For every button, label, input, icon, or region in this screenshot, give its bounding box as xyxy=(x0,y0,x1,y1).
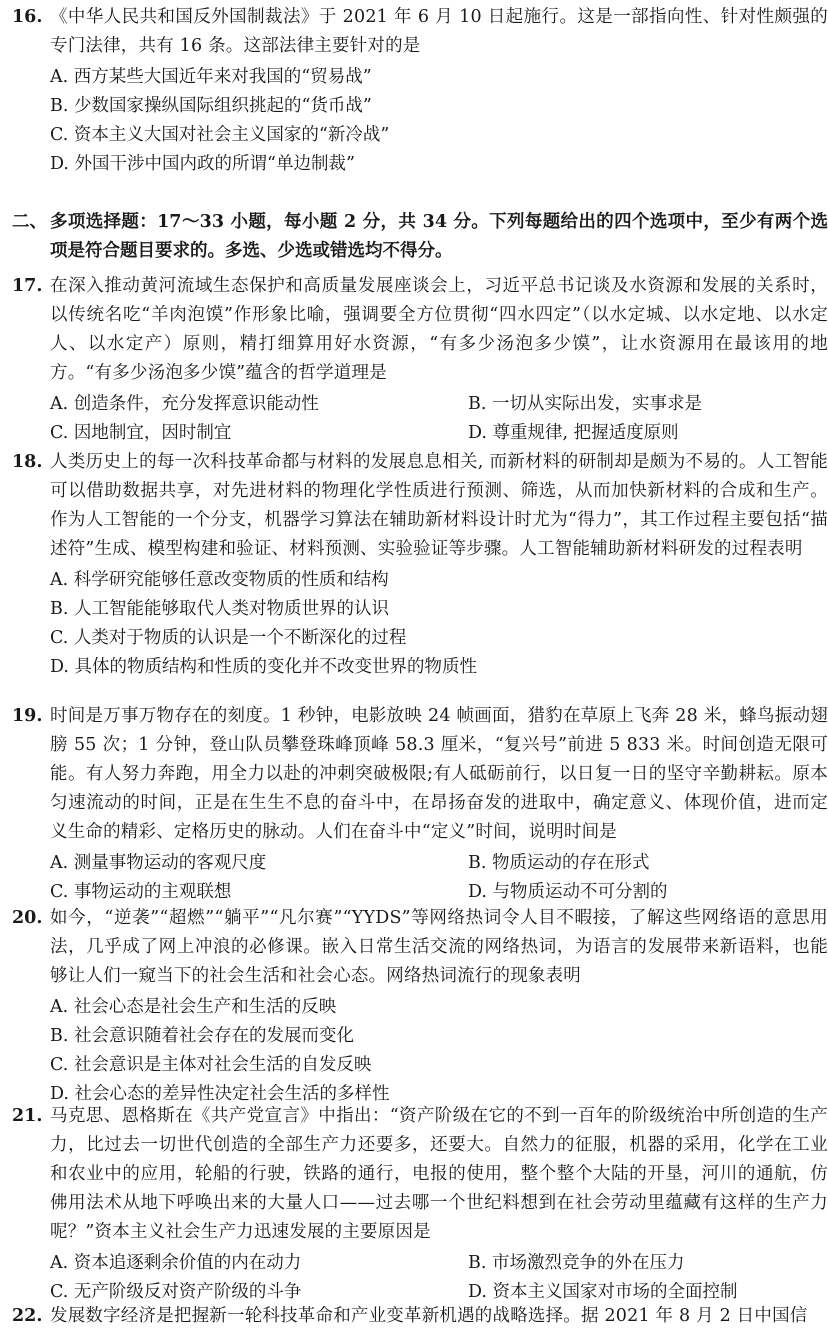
question-stem: 马克思、恩格斯在《共产党宣言》中指出：“资产阶级在它的不到一百年的阶级统治中所创造的生产力，比过去一切世代创造的全部生产力还要多，还要大。自然力的征服，机器的采用，化学在工业和农业中的应用，轮船的行驶，铁路的通行，电报的使用，整个整个大陆的开垦，河川的通航，仿佛用法术从地下呼唤出来的大量人口——过去哪一个世纪料想到在社会劳动里蕴藏有这样的生产力呢？”资本主义社会生产力迅速发展的主要原因是 xyxy=(50,1106,828,1242)
question-18 xyxy=(12,448,828,682)
option-d: D. 社会心态的差异性决定社会生活的多样性 xyxy=(50,1084,390,1104)
option-a: A. 西方某些大国近年来对我国的“贸易战” xyxy=(50,67,372,87)
question-22 xyxy=(12,1302,828,1331)
question-16 xyxy=(12,3,828,179)
question-21 xyxy=(12,1102,828,1307)
option-c: C. 社会意识是主体对社会生活的自发反映 xyxy=(50,1055,372,1075)
option-a: A. 科学研究能够任意改变物质的性质和结构 xyxy=(50,570,389,590)
option-a: A. 测量事物运动的客观尺度 xyxy=(50,853,267,873)
question-stem: 如今，“逆袭”“超燃”“躺平”“凡尔赛”“YYDS”等网络热词令人目不暇接，了解这些网络语的意思用法，几乎成了网上冲浪的必修课。嵌入日常生活交流的网络热词，为语言的发展带来新语料，也能够让人们一窥当下的社会生活和社会心态。网络热词流行的现象表明 xyxy=(50,908,828,986)
option-b: B. 一切从实际出发，实事求是 xyxy=(468,394,702,414)
question-number: 19. xyxy=(12,706,43,726)
question-number: 17. xyxy=(12,276,43,296)
question-stem: 在深入推动黄河流域生态保护和高质量发展座谈会上，习近平总书记谈及水资源和发展的关系时，以传统名吃“羊肉泡馍”作形象比喻，强调要全方位贯彻“四水四定”（以水定城、以水定地、以水定人、以水定产）原则，精打细算用好水资源，“有多少汤泡多少馍”，让水资源用在最该用的地方。“有多少汤泡多少馍”蕴含的哲学道理是 xyxy=(50,276,828,383)
options-list xyxy=(50,1249,828,1307)
options-list xyxy=(50,390,828,448)
option-c: C. 人类对于物质的认识是一个不断深化的过程 xyxy=(50,628,407,648)
options-list xyxy=(50,849,828,907)
option-a: A. 资本追逐剩余价值的内在动力 xyxy=(50,1253,302,1273)
option-c: C. 资本主义大国对社会主义国家的“新冷战” xyxy=(50,125,390,145)
option-d: D. 外国干涉中国内政的所谓“单边制裁” xyxy=(50,154,355,174)
section-header xyxy=(12,208,828,266)
option-b: B. 人工智能能够取代人类对物质世界的认识 xyxy=(50,599,389,619)
option-d: D. 与物质运动不可分割的 xyxy=(468,882,668,902)
option-c: C. 事物运动的主观联想 xyxy=(50,882,232,902)
option-c: C. 因地制宜，因时制宜 xyxy=(50,423,232,443)
option-b: B. 社会意识随着社会存在的发展而变化 xyxy=(50,1026,354,1046)
options-list xyxy=(50,993,828,1109)
question-number: 18. xyxy=(12,452,43,472)
question-stem: 《中华人民共和国反外国制裁法》于 2021 年 6 月 10 日起施行。这是一部指向性、针对性颇强的专门法律，共有 16 条。这部法律主要针对的是 xyxy=(50,7,828,56)
question-stem: 人类历史上的每一次科技革命都与材料的发展息息相关, 而新材料的研制却是颇为不易的。人工智能可以借助数据共享，对先进材料的物理化学性质进行预测、筛选，从而加快新材料的合成和生产。作为人工智能的一个分支，机器学习算法在辅助新材料设计时尤为“得力”，其工作过程主要包括“描述符”生成、模型构建和验证、材料预测、实验验证等步骤。人工智能辅助新材料研发的过程表明 xyxy=(50,452,828,559)
option-a: A. 创造条件，充分发挥意识能动性 xyxy=(50,394,319,414)
question-number: 16. xyxy=(12,7,43,27)
option-c: C. 无产阶级反对资产阶级的斗争 xyxy=(50,1282,302,1302)
question-number: 21. xyxy=(12,1106,43,1126)
question-stem: 发展数字经济是把握新一轮科技革命和产业变革新机遇的战略选择。据 2021 年 8 月 2 日中国信 xyxy=(50,1306,808,1326)
option-b: B. 物质运动的存在形式 xyxy=(468,853,650,873)
section-label: 二、 xyxy=(12,212,47,232)
question-20 xyxy=(12,904,828,1109)
option-d: D. 具体的物质结构和性质的变化并不改变世界的物质性 xyxy=(50,657,478,677)
question-17 xyxy=(12,272,828,448)
option-b: B. 市场激烈竞争的外在压力 xyxy=(468,1253,685,1273)
question-19 xyxy=(12,702,828,907)
options-list xyxy=(50,566,828,682)
question-number: 22. xyxy=(12,1306,43,1326)
options-list xyxy=(50,63,828,179)
section-instructions: 多项选择题：17～33 小题，每小题 2 分，共 34 分。下列每题给出的四个选项中，至少有两个选项是符合题目要求的。多选、少选或错选均不得分。 xyxy=(50,212,828,261)
option-d: D. 尊重规律, 把握适度原则 xyxy=(468,423,679,443)
option-d: D. 资本主义国家对市场的全面控制 xyxy=(468,1282,738,1302)
question-stem: 时间是万事万物存在的刻度。1 秒钟，电影放映 24 帧画面，猎豹在草原上飞奔 28 米，蜂鸟振动翅膀 55 次；1 分钟，登山队员攀登珠峰顶峰 58.3 厘米，“复兴号”前进 5 833 米。时间创造无限可能。有人努力奔跑，用全力以赴的冲刺突破极限;有人砥砺前行，以日复一日的坚守辛勤耕耘。原本匀速流动的时间，正是在生生不息的奋斗中，在昂扬奋发的进取中，确定意义、体现价值，进而定义生命的精彩、定格历史的脉动。人们在奋斗中“定义”时间，说明时间是 xyxy=(50,706,828,842)
question-number: 20. xyxy=(12,908,43,928)
option-b: B. 少数国家操纵国际组织挑起的“货币战” xyxy=(50,96,372,116)
option-a: A. 社会心态是社会生产和生活的反映 xyxy=(50,997,337,1017)
